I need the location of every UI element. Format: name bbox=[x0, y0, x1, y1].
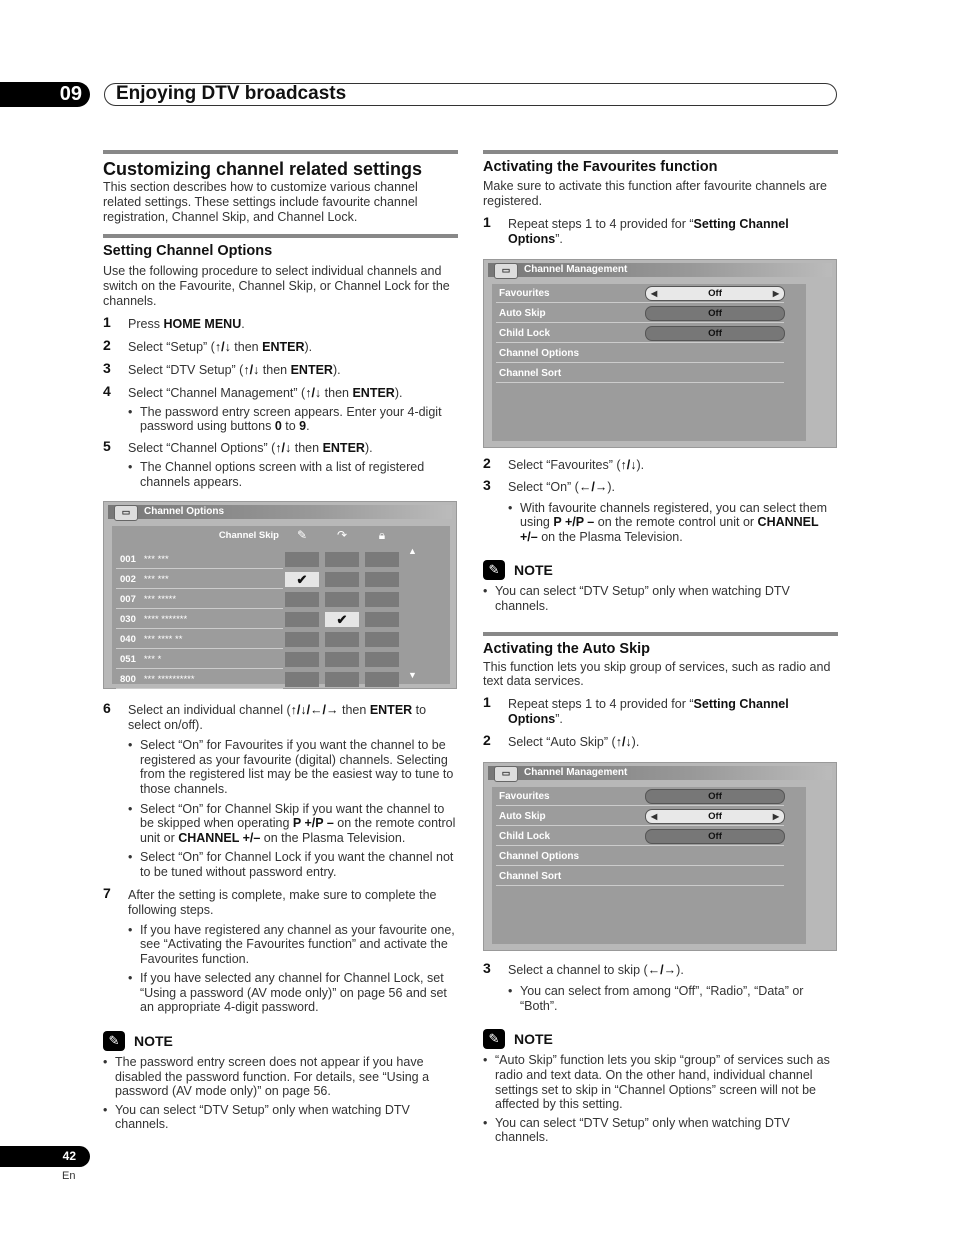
menu-panel bbox=[492, 787, 806, 944]
step-6-bullet-3: • Select “On” for Channel Lock if you want the channel not to be tuned without password entry. bbox=[128, 850, 458, 879]
skip-toggle[interactable] bbox=[325, 552, 359, 567]
section-rule bbox=[483, 150, 838, 154]
channel-skip-header: Channel Skip bbox=[218, 530, 279, 542]
screen-title-bar bbox=[108, 505, 452, 519]
note-bullet-2: • You can select “DTV Setup” only when watching DTV channels. bbox=[103, 1103, 458, 1132]
menu-icon: ▭ bbox=[114, 505, 138, 521]
channel-number: 800 bbox=[120, 674, 136, 686]
channel-name: *** ***** bbox=[143, 594, 177, 606]
skip-toggle[interactable] bbox=[325, 652, 359, 667]
value-selector[interactable] bbox=[645, 789, 785, 804]
step-6-bullet-1: • Select “On” for Favourites if you want the channel to be registered as your favourite (digital) channels. Selecting from the registered list may be the easiest way to tune to those channels. bbox=[128, 738, 458, 796]
channel-row[interactable] bbox=[116, 550, 283, 569]
section-rule bbox=[103, 150, 458, 154]
note-header: ✎ NOTE bbox=[483, 560, 838, 580]
favourite-toggle[interactable] bbox=[285, 652, 319, 667]
channel-row[interactable] bbox=[116, 570, 283, 589]
arrow-icons: ←/→ bbox=[647, 963, 677, 978]
favourite-toggle[interactable]: ✔ bbox=[285, 572, 319, 587]
channel-row[interactable] bbox=[116, 670, 283, 689]
step-5-bullet: • The Channel options screen with a list of registered channels appears. bbox=[128, 460, 458, 489]
channel-row[interactable] bbox=[116, 650, 283, 669]
channel-management-screen-favourites bbox=[483, 259, 837, 448]
menu-panel bbox=[492, 284, 806, 441]
lock-toggle[interactable] bbox=[365, 632, 399, 647]
arrow-icons: ↑/↓/←/→ bbox=[290, 703, 339, 718]
channel-number: 007 bbox=[120, 594, 136, 606]
scroll-down-icon[interactable]: ▼ bbox=[408, 670, 417, 681]
fav-step-1: 1 Repeat steps 1 to 4 provided for “Setting Channel Options”. bbox=[483, 213, 789, 246]
lock-toggle[interactable] bbox=[365, 672, 399, 687]
skip-note-bullet-2: • You can select “DTV Setup” only when watching DTV channels. bbox=[483, 1116, 838, 1145]
arrow-icons: ↑/↓ bbox=[620, 457, 637, 472]
skip-step-3: 3 Select a channel to skip (←/→). bbox=[483, 960, 684, 978]
step-6: 6 Select an individual channel (↑/↓/←/→ then ENTER to select on/off). bbox=[103, 700, 427, 733]
skip-step-3-bullet: • You can select from among “Off”, “Radio”, “Data” or “Both”. bbox=[508, 984, 838, 1013]
value-selector[interactable] bbox=[645, 286, 785, 301]
value-selector[interactable] bbox=[645, 326, 785, 341]
channel-number: 001 bbox=[120, 554, 136, 566]
favourite-toggle[interactable] bbox=[285, 552, 319, 567]
skip-toggle[interactable] bbox=[325, 592, 359, 607]
menu-item[interactable]: Child Lock Off bbox=[496, 324, 784, 343]
note-header: ✎ NOTE bbox=[103, 1031, 458, 1051]
menu-item[interactable]: Auto Skip Off bbox=[496, 304, 784, 323]
step-2: 2 Select “Setup” (↑/↓ then ENTER). bbox=[103, 336, 313, 354]
note-pencil-icon: ✎ bbox=[103, 1031, 125, 1051]
menu-item[interactable]: Channel Options bbox=[496, 344, 784, 363]
skip-toggle[interactable] bbox=[325, 632, 359, 647]
note-bullet-1: • The password entry screen does not appear if you have disabled the password function. For details, see “Using a password (AV mode only)” on page 56. bbox=[103, 1055, 458, 1099]
fav-step-2: 2 Select “Favourites” (↑/↓). bbox=[483, 454, 645, 472]
screen-title: Channel Management bbox=[524, 767, 628, 779]
arrow-icons: ↑/↓ bbox=[214, 339, 231, 354]
screen-title-bar bbox=[488, 263, 832, 277]
note-pencil-icon: ✎ bbox=[483, 560, 505, 580]
fav-step-3-bullet: • With favourite channels registered, you can select them using P +/P – on the remote control unit or CHANNEL +/– on the Plasma Television. bbox=[508, 501, 838, 545]
screen-title: Channel Management bbox=[524, 263, 628, 275]
value-selector[interactable] bbox=[645, 306, 785, 321]
channel-name: **** ******* bbox=[143, 614, 188, 626]
subsection-title: Setting Channel Options bbox=[103, 243, 273, 260]
right-arrow-icon[interactable]: ▶ bbox=[772, 812, 779, 822]
section-rule bbox=[483, 632, 838, 636]
lock-toggle[interactable] bbox=[365, 552, 399, 567]
note-header: ✎ NOTE bbox=[483, 1029, 838, 1049]
channel-name: *** *** bbox=[143, 554, 169, 566]
step-1: 1 Press HOME MENU. bbox=[103, 313, 245, 331]
arrow-icons: ↑/↓ bbox=[275, 440, 292, 455]
favourite-toggle[interactable] bbox=[285, 632, 319, 647]
step-7-bullet-1: • If you have registered any channel as your favourite one, see “Activating the Favourites function” and activate the Favourites function. bbox=[128, 923, 458, 967]
favourite-toggle[interactable] bbox=[285, 612, 319, 627]
right-arrow-icon[interactable]: ▶ bbox=[772, 288, 779, 298]
skip-note-bullet-1: • “Auto Skip” function lets you skip “group” of services such as radio and text data. On the other hand, individual channel settings set to skip in “Channel Options” screen will not be affected by this setting. bbox=[483, 1053, 838, 1111]
page-number: 42 bbox=[0, 1146, 90, 1167]
lock-toggle[interactable] bbox=[365, 592, 399, 607]
value-text: Off bbox=[708, 791, 722, 803]
left-arrow-icon[interactable]: ◀ bbox=[651, 288, 658, 298]
step-3: 3 Select “DTV Setup” (↑/↓ then ENTER). bbox=[103, 359, 341, 377]
channel-list-panel bbox=[112, 526, 450, 684]
lock-toggle[interactable] bbox=[365, 572, 399, 587]
lock-column-icon: 🔒︎ bbox=[378, 528, 386, 543]
menu-item[interactable]: Favourites ◀ Off ▶ bbox=[496, 284, 784, 303]
menu-item[interactable]: Auto Skip ◀ Off ▶ bbox=[496, 807, 784, 826]
arrow-icons: ←/→ bbox=[578, 479, 608, 494]
favourites-title: Activating the Favourites function bbox=[483, 159, 718, 175]
channel-row[interactable] bbox=[116, 590, 283, 609]
arrow-icons: ↑/↓ bbox=[243, 362, 260, 377]
favourites-intro: Make sure to activate this function after favourite channels are registered. bbox=[483, 179, 827, 208]
screen-title: Channel Options bbox=[144, 506, 224, 518]
skip-step-2: 2 Select “Auto Skip” (↑/↓). bbox=[483, 732, 640, 750]
channel-name: *** * bbox=[143, 654, 162, 666]
menu-item[interactable]: Channel Sort bbox=[496, 364, 784, 383]
subsection-rule bbox=[103, 234, 458, 238]
skip-toggle[interactable] bbox=[325, 672, 359, 687]
value-text: Off bbox=[708, 327, 722, 339]
auto-skip-title: Activating the Auto Skip bbox=[483, 640, 651, 657]
left-column bbox=[103, 150, 458, 1132]
menu-item[interactable]: Favourites Off bbox=[496, 787, 784, 806]
channel-row[interactable] bbox=[116, 630, 283, 649]
channel-number: 030 bbox=[120, 614, 136, 626]
arrow-icons: ↑/↓ bbox=[305, 385, 322, 400]
menu-icon: ▭ bbox=[494, 766, 518, 782]
menu-item[interactable]: Child Lock Off bbox=[496, 827, 784, 846]
left-arrow-icon[interactable]: ◀ bbox=[651, 812, 658, 822]
channel-name: *** *** bbox=[143, 574, 169, 586]
channel-row[interactable] bbox=[116, 610, 283, 629]
channel-name: *** ********** bbox=[143, 674, 195, 686]
channel-management-screen-auto-skip bbox=[483, 762, 837, 951]
fav-note-bullet: • You can select “DTV Setup” only when watching DTV channels. bbox=[483, 584, 838, 613]
value-text: Off bbox=[708, 811, 722, 823]
menu-item[interactable]: Channel Sort bbox=[496, 867, 784, 886]
screen-title-bar bbox=[488, 766, 832, 780]
channel-number: 051 bbox=[120, 654, 136, 666]
channel-number: 002 bbox=[120, 574, 136, 586]
scroll-up-icon[interactable]: ▲ bbox=[408, 546, 417, 557]
value-text: Off bbox=[708, 831, 722, 843]
favourite-toggle[interactable] bbox=[285, 592, 319, 607]
value-selector[interactable] bbox=[645, 809, 785, 824]
channel-options-screen bbox=[103, 501, 457, 689]
auto-skip-intro: This function lets you skip group of services, such as radio and text data services. bbox=[483, 659, 831, 689]
value-text: Off bbox=[708, 287, 722, 299]
fav-step-3: 3 Select “On” (←/→). bbox=[483, 476, 615, 494]
section-intro: This section describes how to customize various channel related settings. These settings include favourite channel registration, Channel Skip, and Channel Lock. bbox=[103, 180, 418, 224]
favourite-toggle[interactable] bbox=[285, 672, 319, 687]
skip-toggle[interactable] bbox=[325, 572, 359, 587]
chapter-number: 09 bbox=[0, 82, 90, 107]
subsection-intro: Use the following procedure to select individual channels and switch on the Favourite, Channel Skip, or Channel Lock for the channels. bbox=[103, 264, 450, 308]
lock-toggle[interactable] bbox=[365, 612, 399, 627]
arrow-icons: ↑/↓ bbox=[615, 735, 632, 750]
skip-toggle[interactable]: ✔ bbox=[325, 612, 359, 627]
favourite-column-icon: ✎ bbox=[296, 528, 308, 543]
right-column bbox=[483, 150, 838, 1145]
lock-toggle[interactable] bbox=[365, 652, 399, 667]
step-4: 4 Select “Channel Management” (↑/↓ then ENTER). bbox=[103, 382, 403, 400]
note-pencil-icon: ✎ bbox=[483, 1029, 505, 1049]
skip-column-icon: ↷ bbox=[336, 528, 348, 543]
section-title: Customizing channel related settings bbox=[103, 159, 423, 179]
step-7-bullet-2: • If you have selected any channel for Channel Lock, set “Using a password (AV mode only)” on page 56 and set an appropriate 4-digit password. bbox=[128, 971, 458, 1015]
chapter-title: Enjoying DTV broadcasts bbox=[116, 83, 347, 104]
step-7: 7 After the setting is complete, make sure to complete the following steps. bbox=[103, 884, 437, 917]
channel-number: 040 bbox=[120, 634, 136, 646]
step-5: 5 Select “Channel Options” (↑/↓ then ENTER). bbox=[103, 437, 373, 455]
value-text: Off bbox=[708, 307, 722, 319]
step-6-bullet-2: • Select “On” for Channel Skip if you want the channel to be skipped when operating P +/P – on the remote control unit or CHANNEL +/– on the Plasma Television. bbox=[128, 802, 458, 846]
menu-icon: ▭ bbox=[494, 263, 518, 279]
skip-step-1: 1 Repeat steps 1 to 4 provided for “Setting Channel Options”. bbox=[483, 694, 789, 727]
value-selector[interactable] bbox=[645, 829, 785, 844]
menu-item[interactable]: Channel Options bbox=[496, 847, 784, 866]
language-code: En bbox=[62, 1170, 76, 1182]
channel-name: *** **** ** bbox=[143, 634, 183, 646]
step-4-bullet: • The password entry screen appears. Enter your 4-digit password using buttons 0 to 9. bbox=[128, 405, 458, 434]
